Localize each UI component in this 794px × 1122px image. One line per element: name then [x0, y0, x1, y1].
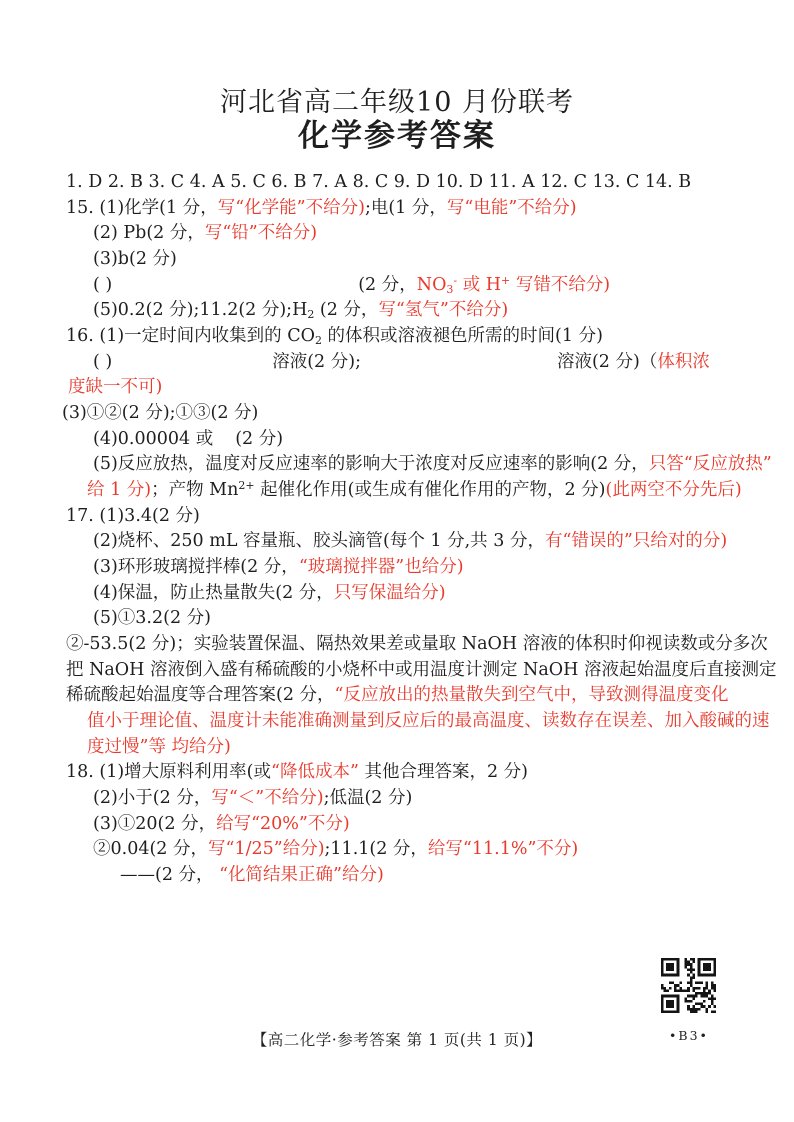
grading-note: 写“＜”不给分)	[211, 788, 324, 809]
answer-text: ( )	[93, 274, 113, 295]
answer-text: ②0.04(2 分，	[93, 839, 208, 860]
grading-note: “玻璃搅拌器”也给分)	[298, 557, 464, 578]
grading-note: “反应放出的热量散失到空气中，导致测得温度变化	[334, 685, 729, 706]
grading-note: 写“电能”不给分)	[446, 197, 577, 218]
q16-2	[93, 350, 774, 376]
q16-1	[66, 324, 774, 350]
blank-gap	[213, 443, 235, 444]
answer-text: ②-53.5(2 分)；实验装置保温、隔热效果差或量取 NaOH 溶液的体积时仰视读数或分多次	[66, 634, 768, 655]
q17-5-2e	[87, 735, 774, 761]
grading-note: 只写保温给分)	[333, 582, 446, 603]
answer-text: 16. (1)一定时间内收集到的 CO	[66, 326, 315, 347]
page-title: 化学参考答案	[298, 118, 496, 154]
answer-text: ——(2 分，	[120, 865, 220, 886]
answer-text: ；产物 Mn	[151, 480, 239, 501]
grading-note: 给写“11.1%”不分)	[427, 839, 579, 860]
answer-text: 2	[307, 308, 315, 322]
grading-note: 写“化学能”不给分)	[217, 197, 365, 218]
answer-text: (3)环形玻璃搅拌棒(2 分，	[93, 557, 299, 578]
grading-note: 写错不给分)	[510, 274, 611, 295]
q15-1	[66, 196, 774, 222]
grading-note: 度过慢”等 均给分)	[87, 736, 231, 757]
answer-text: 15. (1)化学(1 分，	[66, 197, 218, 218]
grading-note: 给 1 分)	[87, 480, 152, 501]
grading-note: 体积浓	[657, 351, 710, 372]
answer-text: (2)烧杯、250 mL 容量瓶、胶头滴管(每个 1 分,共 3 分，	[93, 531, 545, 552]
qr-code	[661, 958, 716, 1013]
answer-text: 2	[314, 334, 322, 348]
q16-5	[93, 452, 774, 478]
q15-5	[93, 298, 774, 324]
answer-text: (5)0.2(2 分);11.2(2 分);H	[93, 300, 308, 321]
grading-note: 有“错误的”只给对的分)	[544, 531, 728, 552]
grading-note: 只答“反应放热”	[648, 454, 772, 475]
answer-text: ;低温(2 分)	[323, 788, 413, 809]
q18-3-3	[120, 863, 774, 889]
answer-text: (3)①20(2 分，	[93, 813, 217, 834]
blank-gap	[361, 366, 557, 367]
answer-text: 稀硫酸起始温度等合理答案(2 分，	[66, 685, 335, 706]
q18-3-2	[93, 837, 774, 863]
q15-3	[93, 247, 774, 273]
q17-5-1	[93, 606, 774, 632]
grading-note: 度缺一不可)	[68, 377, 163, 398]
q17-1	[66, 504, 774, 530]
q17-3	[93, 555, 774, 581]
grading-note: +	[501, 273, 511, 287]
grading-note: “降低成本”	[271, 762, 359, 783]
answer-text: 1. D 2. B 3. C 4. A 5. C 6. B 7. A 8. C 9. D 10. D 11. A 12. C 13. C 14. B	[66, 172, 692, 192]
answer-text: (2)小于(2 分，	[93, 788, 212, 809]
answer-text: (2) Pb(2 分，	[93, 223, 205, 244]
q16-5-cont	[87, 478, 774, 504]
answer-text: ;11.1(2 分，	[324, 839, 428, 860]
q17-5-2a	[66, 632, 774, 658]
answer-text: 起催化作用(或生成有催化作用的产物，2 分)	[254, 480, 606, 501]
q15-2	[93, 221, 774, 247]
q18-3-1	[93, 812, 774, 838]
page-footer: 【高二化学·参考答案 第 1 页(共 1 页)】	[251, 1031, 543, 1049]
answer-text: (4)0.00004 或	[93, 428, 214, 449]
q16-3	[62, 401, 774, 427]
answer-text: 把 NaOH 溶液倒入盛有稀硫酸的小烧杯中或用温度计测定 NaOH 溶液起始温度后直接测定	[66, 659, 777, 680]
grading-note: 给写“20%”不分)	[216, 813, 350, 834]
answer-text: 的体积或溶液褪色所需的时间(1 分)	[321, 326, 603, 347]
choice-answers	[66, 170, 774, 196]
grading-note: 值小于理论值、温度计未能准确测量到反应后的最高温度、读数存在误差、加入酸碱的速	[87, 711, 770, 732]
q17-5-2b	[66, 658, 777, 684]
q17-2	[93, 529, 774, 555]
paper-code-badge: •B3•	[669, 1028, 709, 1043]
q16-2-cont	[68, 375, 774, 401]
exam-title: 河北省高二年级10 月份联考	[220, 87, 574, 118]
grading-note: 3	[446, 282, 454, 296]
q16-4	[93, 427, 774, 453]
q17-5-2c	[66, 683, 774, 709]
answer-text: ( )	[93, 351, 113, 372]
q15-4	[93, 273, 774, 299]
answer-text: 18. (1)增大原料利用率(或	[66, 762, 272, 783]
answer-text: ;电(1 分，	[364, 197, 447, 218]
grading-note: 或 H	[457, 274, 502, 295]
answer-text: (4)保温，防止热量散失(2 分，	[93, 582, 334, 603]
answer-text: (5)①3.2(2 分)	[93, 608, 211, 629]
answer-text: 2+	[238, 479, 255, 493]
blank-gap	[112, 289, 358, 290]
grading-note: NO	[416, 274, 447, 295]
blank-gap	[112, 366, 272, 367]
grading-note: 写“1/25”给分)	[208, 839, 325, 860]
q17-4	[93, 581, 774, 607]
answer-text: (5)反应放热，温度对反应速率的影响大于浓度对反应速率的影响(2 分，	[93, 454, 649, 475]
answer-text: 17. (1)3.4(2 分)	[66, 505, 200, 526]
answer-text: (3)b(2 分)	[93, 249, 177, 270]
answer-text: 溶液(2 分)（	[556, 351, 658, 372]
grading-note: 写“铅”不给分)	[204, 223, 318, 244]
answer-text: (2 分，	[358, 274, 417, 295]
grading-note: “化简结果正确”给分)	[219, 865, 384, 886]
answer-text: (3)①②(2 分);①③(2 分)	[62, 403, 259, 424]
grading-note: 写“氢气”不给分)	[378, 300, 509, 321]
q17-5-2d	[87, 709, 774, 735]
answer-text: 溶液(2 分);	[272, 351, 361, 372]
answer-text: (2 分)	[235, 428, 284, 449]
grading-note: -	[453, 273, 458, 287]
answer-text: (2 分，	[314, 300, 379, 321]
q18-1	[66, 760, 774, 786]
q18-2	[93, 786, 774, 812]
answer-text: 其他合理答案，2 分)	[358, 762, 529, 783]
answer-body	[62, 170, 777, 889]
grading-note: (此两空不分先后)	[605, 480, 742, 501]
